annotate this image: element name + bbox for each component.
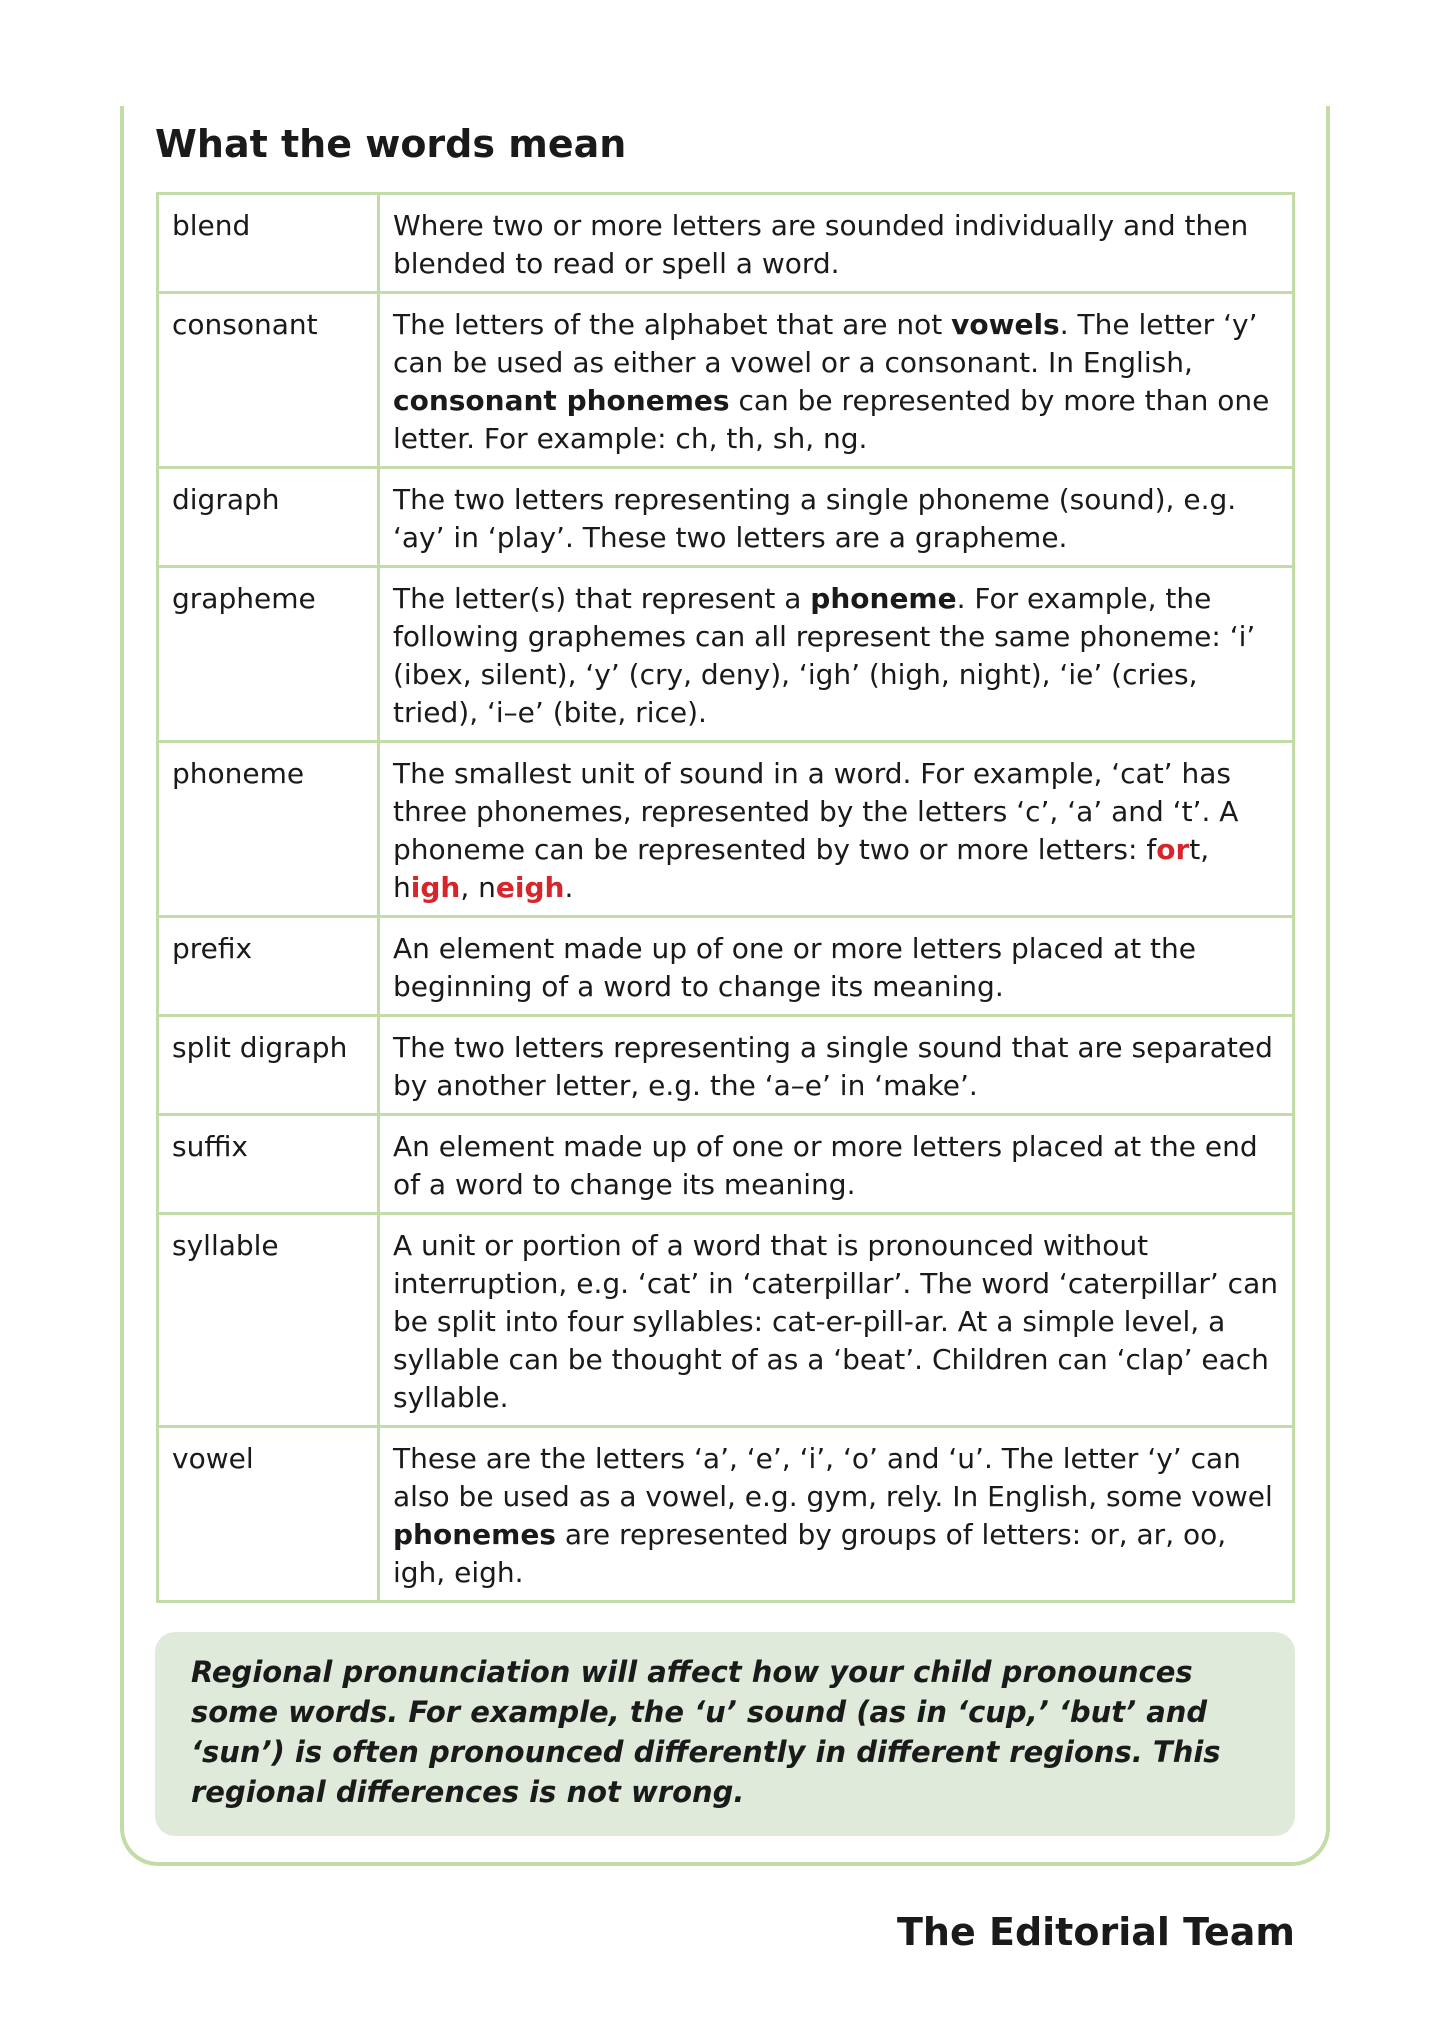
highlight-letters: or [1156, 833, 1190, 866]
glossary-term: suffix [158, 1115, 379, 1214]
glossary-term: blend [158, 194, 379, 293]
glossary-term: prefix [158, 917, 379, 1016]
glossary-row-syllable [158, 1214, 1294, 1427]
glossary-row-grapheme [158, 567, 1294, 742]
glossary-term: phoneme [158, 742, 379, 917]
section-title: What the words mean [155, 122, 627, 166]
glossary-definition: The letter(s) that represent a phoneme. For example, the following graphemes can all represent the same phoneme: ‘i’ (ibex, silent), ‘y’ (cry, deny), ‘igh’ (high, night), ‘ie’ (cries, tried), ‘i–e’ (bite, rice). [379, 567, 1294, 742]
glossary-term: vowel [158, 1427, 379, 1602]
glossary-row-digraph [158, 468, 1294, 567]
glossary-definition: An element made up of one or more letters placed at the beginning of a word to change its meaning. [379, 917, 1294, 1016]
glossary-definition: These are the letters ‘a’, ‘e’, ‘i’, ‘o’ and ‘u’. The letter ‘y’ can also be used as a vowel, e.g. gym, rely. In English, some vowel phonemes are represented by groups of letters: or, ar, oo, igh, eigh. [379, 1427, 1294, 1602]
glossary-term: syllable [158, 1214, 379, 1427]
glossary-term: consonant [158, 293, 379, 468]
regional-pronunciation-note [155, 1632, 1295, 1836]
glossary-row-consonant [158, 293, 1294, 468]
glossary-row-split-digraph [158, 1016, 1294, 1115]
glossary-term: digraph [158, 468, 379, 567]
glossary-row-blend [158, 194, 1294, 293]
glossary-definition: The letters of the alphabet that are not vowels. The letter ‘y’ can be used as either a vowel or a consonant. In English, consonant phonemes can be represented by more than one letter. For example: ch, th, sh, ng. [379, 293, 1294, 468]
glossary-row-vowel [158, 1427, 1294, 1602]
glossary-definition: Where two or more letters are sounded individually and then blended to read or spell a word. [379, 194, 1294, 293]
keyword: consonant phonemes [393, 384, 730, 417]
glossary-definition: An element made up of one or more letters placed at the end of a word to change its meaning. [379, 1115, 1294, 1214]
glossary-term: grapheme [158, 567, 379, 742]
keyword: vowels [951, 308, 1060, 341]
glossary-definition: The smallest unit of sound in a word. For example, ‘cat’ has three phonemes, represented by the letters ‘c’, ‘a’ and ‘t’. A phoneme can be represented by two or more letters: fort, high, neigh. [379, 742, 1294, 917]
glossary-definition: A unit or portion of a word that is pronounced without interruption, e.g. ‘cat’ in ‘caterpillar’. The word ‘caterpillar’ can be split into four syllables: cat-er-pill-ar. At a simple level, a syllable can be thought of as a ‘beat’. Children can ‘clap’ each syllable. [379, 1214, 1294, 1427]
glossary-row-suffix [158, 1115, 1294, 1214]
editorial-team-signoff: The Editorial Team [897, 1910, 1295, 1954]
keyword: phonemes [393, 1518, 556, 1551]
highlight-letters: igh [410, 871, 461, 904]
glossary-definition: The two letters representing a single phoneme (sound), e.g. ‘ay’ in ‘play’. These two letters are a grapheme. [379, 468, 1294, 567]
glossary-row-prefix [158, 917, 1294, 1016]
highlight-letters: eigh [495, 871, 565, 904]
glossary-table [156, 192, 1295, 1603]
glossary-row-phoneme [158, 742, 1294, 917]
keyword: phoneme [810, 582, 957, 615]
glossary-definition: The two letters representing a single sound that are separated by another letter, e.g. the ‘a–e’ in ‘make’. [379, 1016, 1294, 1115]
note-text: Regional pronunciation will affect how your child pronounces some words. For example, the ‘u’ sound (as in ‘cup,’ ‘but’ and ‘sun’) is often pronounced differently in different regions. This regional differences is not wrong. [191, 1655, 1221, 1809]
glossary-term: split digraph [158, 1016, 379, 1115]
